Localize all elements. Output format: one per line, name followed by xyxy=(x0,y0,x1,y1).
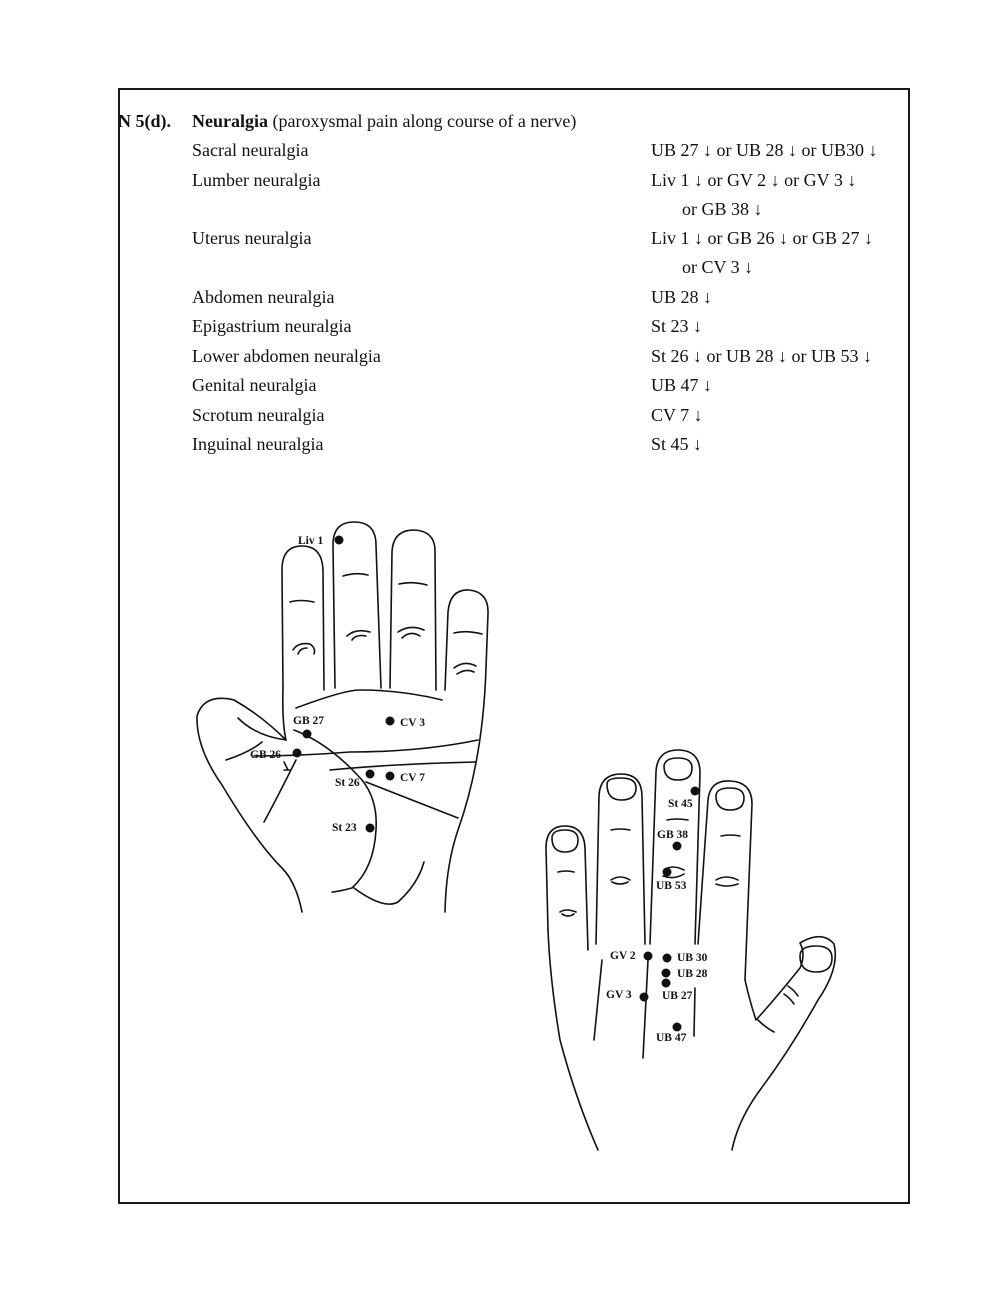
point-gb38-label: GB 38 xyxy=(657,829,688,841)
point-liv1-label: Liv 1 xyxy=(298,535,324,547)
point-ub28-dot-2 xyxy=(662,979,671,988)
point-ub53-dot xyxy=(663,868,672,877)
point-cv7-dot xyxy=(386,772,395,781)
point-gb27-label: GB 27 xyxy=(293,715,324,727)
back-points xyxy=(606,787,708,1045)
point-gb27-dot xyxy=(303,730,312,739)
point-st23-label: St 23 xyxy=(332,822,357,834)
row-points-uterus-cont: or CV 3 ↓ xyxy=(682,257,754,277)
row-label-abdomen: Abdomen neuralgia xyxy=(192,287,335,307)
point-ub30-dot xyxy=(663,954,672,963)
row-points-sacral: UB 27 ↓ or UB 28 ↓ or UB30 ↓ xyxy=(651,140,878,160)
point-gb38-dot xyxy=(673,842,682,851)
palm-hand-outline xyxy=(197,522,488,912)
section-title: Neuralgia xyxy=(192,111,268,131)
point-ub27-label: UB 27 xyxy=(662,990,693,1002)
row-label-epigastrium: Epigastrium neuralgia xyxy=(192,316,352,336)
point-ub47-dot xyxy=(673,1023,682,1032)
point-st45-dot xyxy=(691,787,700,796)
point-st26-dot xyxy=(366,770,375,779)
palm-points xyxy=(250,535,425,834)
row-label-lower-abdomen: Lower abdomen neuralgia xyxy=(192,346,381,366)
row-points-lumber: Liv 1 ↓ or GV 2 ↓ or GV 3 ↓ xyxy=(651,170,857,190)
row-label-sacral: Sacral neuralgia xyxy=(192,140,309,160)
row-points-uterus: Liv 1 ↓ or GB 26 ↓ or GB 27 ↓ xyxy=(651,228,873,248)
point-ub47-label: UB 47 xyxy=(656,1032,687,1044)
row-label-scrotum: Scrotum neuralgia xyxy=(192,405,325,425)
point-gv3-label: GV 3 xyxy=(606,989,632,1001)
row-points-scrotum: CV 7 ↓ xyxy=(651,405,703,425)
row-label-uterus: Uterus neuralgia xyxy=(192,228,312,248)
point-ub28-label: UB 28 xyxy=(677,968,708,980)
point-cv7-label: CV 7 xyxy=(400,772,426,784)
point-st23-dot xyxy=(366,824,375,833)
point-gv2-dot xyxy=(644,952,653,961)
back-hand-outline xyxy=(546,750,835,1150)
point-ub53-label: UB 53 xyxy=(656,880,687,892)
point-cv3-dot xyxy=(386,717,395,726)
row-points-epigastrium: St 23 ↓ xyxy=(651,316,703,336)
row-points-lumber-cont: or GB 38 ↓ xyxy=(682,199,763,219)
point-gb26-label: GB 26 xyxy=(250,749,281,761)
point-gv2-label: GV 2 xyxy=(610,950,636,962)
point-st26-label: St 26 xyxy=(335,777,360,789)
row-label-genital: Genital neuralgia xyxy=(192,375,317,395)
section-subtitle: (paroxysmal pain along course of a nerve) xyxy=(272,111,577,131)
point-gb26-dot xyxy=(293,749,302,758)
row-label-lumber: Lumber neuralgia xyxy=(192,170,321,190)
row-label-inguinal: Inguinal neuralgia xyxy=(192,434,324,454)
point-liv1-dot xyxy=(335,536,344,545)
row-points-inguinal: St 45 ↓ xyxy=(651,434,703,454)
point-cv3-label: CV 3 xyxy=(400,717,426,729)
point-gv3-dot xyxy=(640,993,649,1002)
row-points-lower-abdomen: St 26 ↓ or UB 28 ↓ or UB 53 ↓ xyxy=(651,346,873,366)
point-st45-label: St 45 xyxy=(668,798,693,810)
row-points-genital: UB 47 ↓ xyxy=(651,375,713,395)
section-code: N 5(d). xyxy=(118,111,171,131)
row-points-abdomen: UB 28 ↓ xyxy=(651,287,713,307)
point-ub28-dot xyxy=(662,969,671,978)
point-ub30-label: UB 30 xyxy=(677,952,708,964)
